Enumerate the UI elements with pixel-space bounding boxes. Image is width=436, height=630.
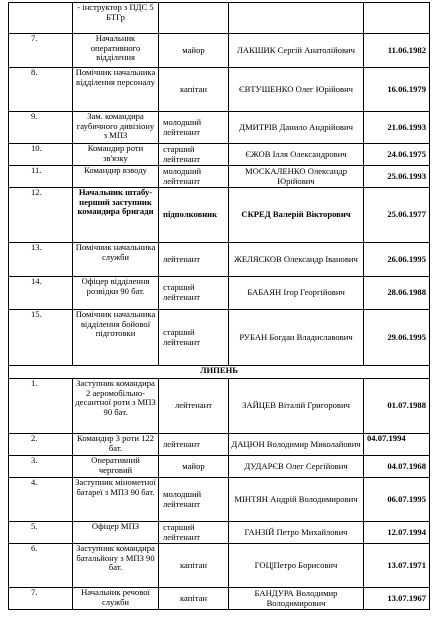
row-number: 7. (9, 588, 73, 610)
row-date: 12.07.1994 (364, 522, 430, 544)
row-number: 8. (9, 68, 73, 112)
row-number: 2. (9, 434, 73, 456)
table-row (9, 243, 430, 277)
row-date: 16.06.1979 (364, 68, 430, 112)
table-row (9, 188, 430, 243)
row-number: 9. (9, 112, 73, 144)
table-row (9, 456, 430, 478)
row-position: Помічник начальника відділення персоналу (73, 68, 159, 112)
row-position: Командир 3 роти 122 бат. (73, 434, 159, 456)
row-date: 01.07.1988 (364, 379, 430, 434)
row-rank: старший лейтенант (159, 144, 229, 166)
row-rank: старший лейтенант (159, 310, 229, 366)
row-number: 3. (9, 456, 73, 478)
row-number: 4. (9, 478, 73, 522)
table-row (9, 478, 430, 522)
row-name: ДУДАРЄВ Олег Сергійович (229, 456, 364, 478)
table-row (9, 544, 430, 588)
row-number: 10. (9, 144, 73, 166)
table-row (9, 3, 430, 34)
row-rank: молодший лейтенант (159, 478, 229, 522)
row-name: ЛАКШИК Сергій Анатолійович (229, 34, 364, 68)
table-row (9, 34, 430, 68)
row-rank: капітан (159, 588, 229, 610)
row-position: Зам. командира гаубичного дивізіону з МПЗ (73, 112, 159, 144)
row-rank: молодший лейтенант (159, 112, 229, 144)
row-number: 14. (9, 277, 73, 310)
row-position: Помічник начальника служби (73, 243, 159, 277)
row-number: 15. (9, 310, 73, 366)
table-row (9, 588, 430, 610)
row-date: 24.06.1975 (364, 144, 430, 166)
table-row (9, 379, 430, 434)
table-row (9, 277, 430, 310)
row-date: 25.06.1993 (364, 166, 430, 188)
row-name: ДМИТРІВ Данило Андрійович (229, 112, 364, 144)
row-name: ДАЦЮН Володимир Миколайович (229, 434, 364, 456)
row-name: БАНДУРА Володимир Володимирович (229, 588, 364, 610)
row-number: 5. (9, 522, 73, 544)
row-name (229, 3, 364, 34)
row-name: МОСКАЛЕНКО Олександр Юрійович (229, 166, 364, 188)
table-row (9, 434, 430, 456)
row-rank: лейтенант (159, 434, 229, 456)
row-date: 11.06.1982 (364, 34, 430, 68)
table-row (9, 522, 430, 544)
row-number: 13. (9, 243, 73, 277)
row-date: 06.07.1995 (364, 478, 430, 522)
row-rank: старший лейтенант (159, 277, 229, 310)
row-date: 13.07.1967 (364, 588, 430, 610)
row-position: Заступник командира 2 аеромобільно-десантної роти з МПЗ 90 бат. (73, 379, 159, 434)
row-position: Командир взводу (73, 166, 159, 188)
row-rank: підполковник (159, 188, 229, 243)
month-title: ЛИПЕНЬ (9, 366, 430, 379)
row-position: Оперативний черговий (73, 456, 159, 478)
row-position: Командир роти зв'язку (73, 144, 159, 166)
row-number (9, 3, 73, 34)
row-position: Начальник штабу-перший заступник командира бригади (73, 188, 159, 243)
row-position: Заступник мінометної батареї з МПЗ 90 бат. (73, 478, 159, 522)
row-name: ЖЕЛЯСКОВ Олександр Іванович (229, 243, 364, 277)
row-name: ГОЦ|Петро Борисович (229, 544, 364, 588)
row-date: 13.07.1971 (364, 544, 430, 588)
row-position: Начальник оперативного відділення (73, 34, 159, 68)
row-rank (159, 3, 229, 34)
row-number: 6. (9, 544, 73, 588)
table-row (9, 166, 430, 188)
table-row (9, 112, 430, 144)
row-rank: капітан (159, 68, 229, 112)
row-number: 11. (9, 166, 73, 188)
row-position: Заступник командира батальйону з МПЗ 90 бат. (73, 544, 159, 588)
row-date: 25.06.1977 (364, 188, 430, 243)
row-name: ЗАЙЦЕВ Віталій Григорович (229, 379, 364, 434)
row-rank: майор (159, 34, 229, 68)
table-row (9, 68, 430, 112)
row-rank: старший лейтенант (159, 522, 229, 544)
month-header-row (9, 366, 430, 379)
birthday-table (8, 2, 430, 610)
row-date: 29.06.1995 (364, 310, 430, 366)
row-rank: лейтенант (159, 379, 229, 434)
row-position: Офіцер відділення розвідки 90 бат. (73, 277, 159, 310)
row-position: Помічник начальника відділення бойової підготовки (73, 310, 159, 366)
row-name: БАБАЯН Ігор Георгійович (229, 277, 364, 310)
row-position: Офіцер МПЗ (73, 522, 159, 544)
row-name: ЄЖОВ Ілля Олександрович (229, 144, 364, 166)
row-date: 04.07.1968 (364, 456, 430, 478)
row-name: СКРЕД Валерій Вікторович (229, 188, 364, 243)
june-section (9, 3, 430, 610)
row-rank: майор (159, 456, 229, 478)
row-date: 21.06.1993 (364, 112, 430, 144)
row-date: 04.07.1994 (364, 434, 430, 456)
row-name: МІНТЯН Андрій Володимирович (229, 478, 364, 522)
row-number: 12. (9, 188, 73, 243)
row-name: РУБАН Богдан Владиславович (229, 310, 364, 366)
row-rank: капітан (159, 544, 229, 588)
table-row (9, 144, 430, 166)
row-number: 7. (9, 34, 73, 68)
row-position: Начальник речової служби (73, 588, 159, 610)
row-date: 28.06.1988 (364, 277, 430, 310)
table-row (9, 310, 430, 366)
row-name: ЄВТУШЕНКО Олег Юрійович (229, 68, 364, 112)
row-rank: лейтенант (159, 243, 229, 277)
row-position: - інструктор з ПДС 5 БТГр (73, 3, 159, 34)
row-date (364, 3, 430, 34)
row-number: 1. (9, 379, 73, 434)
row-name: ГАНЗІЙ Петро Михайлович (229, 522, 364, 544)
row-rank: молодший лейтенант (159, 166, 229, 188)
row-date: 26.06.1995 (364, 243, 430, 277)
